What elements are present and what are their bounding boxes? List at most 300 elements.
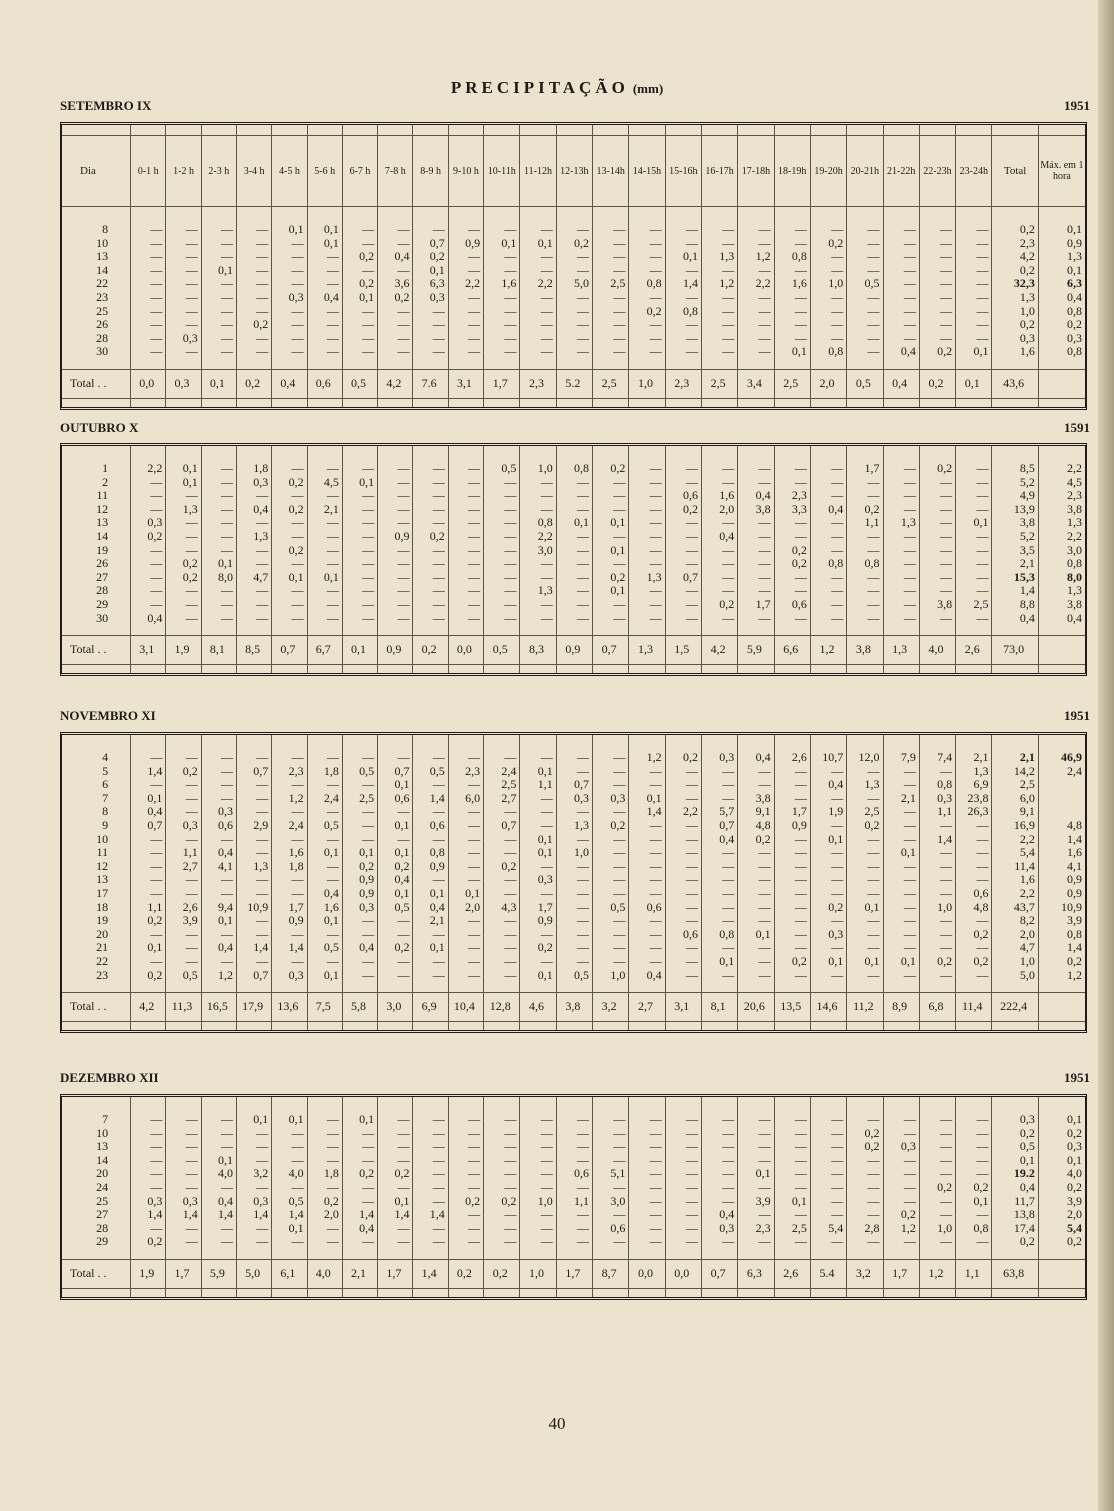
value-cell: — <box>810 846 846 860</box>
value-cell: — <box>131 503 166 517</box>
value-cell: 1,3 <box>1038 250 1085 264</box>
value-cell: — <box>738 914 774 928</box>
value-cell: — <box>593 530 629 544</box>
value-cell: — <box>738 765 774 779</box>
value-cell: — <box>556 1127 592 1141</box>
value-cell: — <box>665 1181 701 1195</box>
value-cell: 1,3 <box>556 819 592 833</box>
value-cell: 0,4 <box>701 833 737 847</box>
value-cell: — <box>166 1222 201 1236</box>
value-cell: 0,1 <box>1038 1154 1085 1168</box>
total-cell: 5.4 <box>810 1259 846 1288</box>
value-cell: — <box>166 544 201 558</box>
total-cell: 2,3 <box>665 369 701 398</box>
value-cell: — <box>236 544 271 558</box>
value-cell: — <box>774 1113 810 1127</box>
value-cell: 0,1 <box>307 846 342 860</box>
value-cell: — <box>378 1181 413 1195</box>
value-cell: — <box>956 873 992 887</box>
total-cell: 1,4 <box>413 1259 448 1288</box>
value-cell: — <box>484 598 520 612</box>
value-cell: — <box>413 305 448 319</box>
value-cell: — <box>413 612 448 626</box>
value-cell: — <box>307 489 342 503</box>
value-cell: — <box>556 489 592 503</box>
table-row <box>62 598 1085 612</box>
total-cell <box>1038 636 1085 665</box>
value-cell: — <box>593 489 629 503</box>
value-cell: — <box>738 544 774 558</box>
value-cell: — <box>166 1140 201 1154</box>
column-header: Dia <box>62 136 131 207</box>
value-cell: — <box>883 1167 919 1181</box>
value-cell: — <box>847 1113 883 1127</box>
value-cell: 0,5 <box>992 1140 1038 1154</box>
value-cell: — <box>520 1235 556 1249</box>
value-cell: — <box>272 955 307 969</box>
value-cell: — <box>556 1208 592 1222</box>
value-cell: — <box>166 345 201 359</box>
value-cell: 0,8 <box>919 778 955 792</box>
value-cell: 0,9 <box>342 873 377 887</box>
value-cell: 0,2 <box>1038 1181 1085 1195</box>
day-cell: 11 <box>96 846 109 860</box>
value-cell: 7,9 <box>883 751 919 765</box>
value-cell: — <box>810 1127 846 1141</box>
value-cell: — <box>131 250 166 264</box>
value-cell: — <box>956 250 992 264</box>
value-cell: — <box>810 598 846 612</box>
value-cell: — <box>883 1127 919 1141</box>
day-cell: 30 <box>96 611 109 625</box>
value-cell: — <box>919 969 955 983</box>
value-cell: 4,8 <box>956 901 992 915</box>
total-cell: 2,6 <box>774 1259 810 1288</box>
column-header: 22-23h <box>919 136 955 207</box>
value-cell: — <box>774 928 810 942</box>
value-cell: 0,5 <box>307 819 342 833</box>
value-cell: 0,8 <box>556 462 592 476</box>
table-row <box>62 1113 1085 1127</box>
value-cell: 2,1 <box>307 503 342 517</box>
value-cell: — <box>810 530 846 544</box>
precipitation-table <box>60 1094 1087 1300</box>
value-cell: — <box>919 476 955 490</box>
value-cell: 2,2 <box>448 277 483 291</box>
value-cell: — <box>883 901 919 915</box>
value-cell: 0,1 <box>166 462 201 476</box>
value-cell: — <box>448 571 483 585</box>
value-cell: — <box>629 476 665 490</box>
value-cell: — <box>166 250 201 264</box>
value-cell: 0,1 <box>520 846 556 860</box>
value-cell: — <box>956 1208 992 1222</box>
value-cell: 4,7 <box>236 571 271 585</box>
column-header: 19-20h <box>810 136 846 207</box>
value-cell: 0,1 <box>556 516 592 530</box>
total-cell: 5,8 <box>342 993 377 1022</box>
value-cell: — <box>448 860 483 874</box>
value-cell: 4,7 <box>992 941 1038 955</box>
value-cell: 0,2 <box>520 941 556 955</box>
value-cell: — <box>131 1127 166 1141</box>
value-cell: — <box>810 264 846 278</box>
day-cell: 25 <box>96 304 109 318</box>
value-cell: — <box>956 1167 992 1181</box>
value-cell: 4,9 <box>992 489 1038 503</box>
total-cell: 5.2 <box>556 369 592 398</box>
value-cell: — <box>919 264 955 278</box>
value-cell: — <box>166 237 201 251</box>
table-row <box>62 476 1085 490</box>
month-heading <box>60 420 1090 438</box>
value-cell: — <box>774 291 810 305</box>
value-cell <box>1038 778 1085 792</box>
value-cell: — <box>629 955 665 969</box>
value-cell: — <box>701 887 737 901</box>
value-cell: — <box>342 544 377 558</box>
value-cell: 0,2 <box>883 1208 919 1222</box>
value-cell: — <box>774 1140 810 1154</box>
value-cell: — <box>919 305 955 319</box>
value-cell: 0,3 <box>520 873 556 887</box>
value-cell: — <box>272 1127 307 1141</box>
value-cell: — <box>520 1113 556 1127</box>
value-cell: — <box>131 277 166 291</box>
value-cell: 0,4 <box>342 1222 377 1236</box>
value-cell: 0,8 <box>665 305 701 319</box>
value-cell: — <box>738 778 774 792</box>
value-cell: — <box>272 250 307 264</box>
total-cell: 7.6 <box>413 369 448 398</box>
value-cell: — <box>810 612 846 626</box>
value-cell: — <box>201 833 236 847</box>
value-cell: 0,3 <box>201 805 236 819</box>
value-cell: — <box>883 332 919 346</box>
value-cell: — <box>665 264 701 278</box>
value-cell: 3,9 <box>738 1195 774 1209</box>
value-cell: — <box>272 557 307 571</box>
total-label: Total . . <box>62 636 131 665</box>
total-cell: 0,1 <box>201 369 236 398</box>
value-cell: 0,9 <box>1038 237 1085 251</box>
value-cell: 0,1 <box>774 1195 810 1209</box>
value-cell: — <box>810 516 846 530</box>
value-cell: 0,5 <box>272 1195 307 1209</box>
value-cell: — <box>629 345 665 359</box>
value-cell: — <box>701 264 737 278</box>
value-cell: 1,0 <box>919 1222 955 1236</box>
value-cell: 0,2 <box>810 901 846 915</box>
value-cell: — <box>236 332 271 346</box>
value-cell: 1,2 <box>272 792 307 806</box>
value-cell: — <box>448 476 483 490</box>
day-cell: 12 <box>96 859 109 873</box>
value-cell: — <box>593 955 629 969</box>
value-cell: 14,2 <box>992 765 1038 779</box>
value-cell: — <box>810 860 846 874</box>
total-cell: 0,2 <box>484 1259 520 1288</box>
value-cell: — <box>556 264 592 278</box>
value-cell: 1,3 <box>956 765 992 779</box>
value-cell: 0,7 <box>556 778 592 792</box>
value-cell: — <box>665 833 701 847</box>
table-row <box>62 305 1085 319</box>
value-cell: 0,2 <box>342 250 377 264</box>
value-cell: — <box>847 1195 883 1209</box>
value-cell: 0,1 <box>131 941 166 955</box>
day-cell: 13 <box>96 873 109 887</box>
value-cell: — <box>883 914 919 928</box>
value-cell: — <box>342 1195 377 1209</box>
value-cell: — <box>201 1181 236 1195</box>
value-cell: 0,2 <box>131 1235 166 1249</box>
value-cell: — <box>378 833 413 847</box>
total-row <box>62 993 1085 1022</box>
value-cell: — <box>883 778 919 792</box>
value-cell: — <box>556 1113 592 1127</box>
value-cell: — <box>342 516 377 530</box>
value-cell: 2,2 <box>738 277 774 291</box>
total-cell: 8,9 <box>883 993 919 1022</box>
value-cell: 0,2 <box>378 941 413 955</box>
value-cell: — <box>665 1154 701 1168</box>
value-cell: — <box>520 557 556 571</box>
total-cell: 2,5 <box>593 369 629 398</box>
value-cell: 6,3 <box>1038 277 1085 291</box>
value-cell: — <box>307 955 342 969</box>
value-cell: 0,9 <box>272 914 307 928</box>
value-cell: — <box>484 291 520 305</box>
value-cell: — <box>448 955 483 969</box>
value-cell: 0,1 <box>307 223 342 237</box>
day-cell: 10 <box>96 236 109 250</box>
value-cell: — <box>342 305 377 319</box>
value-cell: — <box>448 941 483 955</box>
value-cell: 0,1 <box>738 928 774 942</box>
value-cell: — <box>847 860 883 874</box>
column-header: 7-8 h <box>378 136 413 207</box>
value-cell: — <box>919 612 955 626</box>
day-cell: 27 <box>96 570 109 584</box>
value-cell: 6,3 <box>413 277 448 291</box>
value-cell <box>1038 792 1085 806</box>
value-cell: — <box>919 557 955 571</box>
value-cell: — <box>810 462 846 476</box>
value-cell: — <box>201 873 236 887</box>
value-cell: — <box>701 305 737 319</box>
value-cell: 0,2 <box>919 1181 955 1195</box>
value-cell: — <box>883 489 919 503</box>
value-cell: — <box>448 598 483 612</box>
day-cell: 14 <box>96 529 109 543</box>
value-cell: — <box>484 846 520 860</box>
value-cell: — <box>131 846 166 860</box>
day-cell: 6 <box>102 778 109 792</box>
value-cell: — <box>448 873 483 887</box>
value-cell: — <box>413 544 448 558</box>
value-cell: — <box>307 462 342 476</box>
value-cell: 0,1 <box>956 345 992 359</box>
value-cell: 5,2 <box>992 530 1038 544</box>
value-cell: — <box>378 1113 413 1127</box>
value-cell: — <box>236 305 271 319</box>
value-cell: 1,3 <box>166 503 201 517</box>
value-cell: — <box>166 291 201 305</box>
value-cell: — <box>484 928 520 942</box>
total-cell: 5,9 <box>201 1259 236 1288</box>
total-row <box>62 636 1085 665</box>
total-cell: 0,1 <box>956 369 992 398</box>
page-number: 40 <box>548 1414 566 1433</box>
value-cell: 2,1 <box>883 792 919 806</box>
value-cell: 1,2 <box>738 250 774 264</box>
value-cell: 0,1 <box>342 476 377 490</box>
value-cell: — <box>484 318 520 332</box>
value-cell: 0,1 <box>413 887 448 901</box>
value-cell: 0,1 <box>272 1222 307 1236</box>
value-cell: — <box>629 1127 665 1141</box>
value-cell: — <box>665 1222 701 1236</box>
month-name: NOVEMBRO XI <box>60 708 156 723</box>
value-cell: — <box>956 305 992 319</box>
value-cell: — <box>413 873 448 887</box>
value-cell: — <box>342 571 377 585</box>
value-cell: — <box>484 1235 520 1249</box>
value-cell: 0,2 <box>919 345 955 359</box>
value-cell: — <box>484 250 520 264</box>
value-cell: — <box>520 291 556 305</box>
value-cell: — <box>774 778 810 792</box>
value-cell: 6,0 <box>992 792 1038 806</box>
value-cell: 0,3 <box>556 792 592 806</box>
day-cell: 26 <box>96 557 109 571</box>
value-cell: — <box>738 557 774 571</box>
value-cell: — <box>236 1181 271 1195</box>
value-cell: 0,1 <box>956 516 992 530</box>
table-row <box>62 1127 1085 1141</box>
value-cell: — <box>448 223 483 237</box>
value-cell: — <box>448 557 483 571</box>
value-cell: — <box>556 765 592 779</box>
value-cell: — <box>236 1235 271 1249</box>
value-cell: — <box>556 833 592 847</box>
value-cell: — <box>774 612 810 626</box>
total-cell: 1,9 <box>131 1259 166 1288</box>
value-cell: 0,1 <box>520 833 556 847</box>
value-cell: — <box>201 1235 236 1249</box>
value-cell: — <box>520 792 556 806</box>
value-cell: 0,3 <box>166 332 201 346</box>
value-cell: — <box>448 846 483 860</box>
value-cell: 2,5 <box>484 778 520 792</box>
value-cell: — <box>166 305 201 319</box>
value-cell: — <box>131 264 166 278</box>
total-cell: 8,3 <box>520 636 556 665</box>
value-cell: — <box>342 928 377 942</box>
month-name: DEZEMBRO XII <box>60 1070 159 1085</box>
value-cell: 5,0 <box>992 969 1038 983</box>
total-cell <box>1038 993 1085 1022</box>
value-cell: — <box>738 264 774 278</box>
value-cell: — <box>307 1222 342 1236</box>
value-cell: — <box>956 489 992 503</box>
value-cell: 1,8 <box>307 765 342 779</box>
day-cell: 5 <box>102 764 109 778</box>
value-cell: — <box>593 503 629 517</box>
value-cell: 19.2 <box>992 1167 1038 1181</box>
value-cell: — <box>956 846 992 860</box>
total-cell: 2,5 <box>701 369 737 398</box>
value-cell: — <box>847 264 883 278</box>
value-cell: — <box>448 612 483 626</box>
value-cell: — <box>701 1167 737 1181</box>
value-cell: 0,1 <box>272 1113 307 1127</box>
value-cell: — <box>413 805 448 819</box>
value-cell: — <box>413 489 448 503</box>
value-cell: — <box>593 598 629 612</box>
value-cell: — <box>378 969 413 983</box>
value-cell: 1,1 <box>520 778 556 792</box>
value-cell: — <box>556 887 592 901</box>
value-cell: — <box>774 792 810 806</box>
value-cell: — <box>956 462 992 476</box>
value-cell: — <box>520 612 556 626</box>
value-cell: — <box>556 860 592 874</box>
day-cell: 14 <box>96 1153 109 1167</box>
value-cell: — <box>629 516 665 530</box>
value-cell: 2,5 <box>847 805 883 819</box>
value-cell: — <box>629 846 665 860</box>
table-row <box>62 969 1085 983</box>
table-row <box>62 751 1085 765</box>
value-cell: — <box>701 792 737 806</box>
value-cell: — <box>919 873 955 887</box>
value-cell: — <box>774 305 810 319</box>
value-cell: — <box>847 914 883 928</box>
value-cell: — <box>272 489 307 503</box>
value-cell: — <box>342 503 377 517</box>
value-cell: 3,3 <box>774 503 810 517</box>
value-cell: — <box>701 1195 737 1209</box>
value-cell: — <box>448 1235 483 1249</box>
value-cell: — <box>810 476 846 490</box>
book-binding-shadow <box>1098 0 1114 1511</box>
value-cell: — <box>665 544 701 558</box>
value-cell: — <box>919 291 955 305</box>
value-cell: 2,2 <box>520 277 556 291</box>
value-cell: — <box>556 1140 592 1154</box>
value-cell: — <box>883 887 919 901</box>
column-header: 6-7 h <box>342 136 377 207</box>
value-cell: — <box>701 544 737 558</box>
value-cell: — <box>448 584 483 598</box>
value-cell: 0,2 <box>131 969 166 983</box>
column-header: 12-13h <box>556 136 592 207</box>
day-cell: 29 <box>96 1235 109 1249</box>
value-cell: 1,6 <box>992 345 1038 359</box>
value-cell: — <box>201 223 236 237</box>
column-header: 15-16h <box>665 136 701 207</box>
value-cell: — <box>810 1181 846 1195</box>
value-cell: — <box>956 914 992 928</box>
value-cell: — <box>166 277 201 291</box>
value-cell: — <box>131 598 166 612</box>
value-cell: 1,4 <box>919 833 955 847</box>
value-cell: — <box>236 1140 271 1154</box>
value-cell: — <box>272 237 307 251</box>
value-cell: 0,1 <box>307 969 342 983</box>
